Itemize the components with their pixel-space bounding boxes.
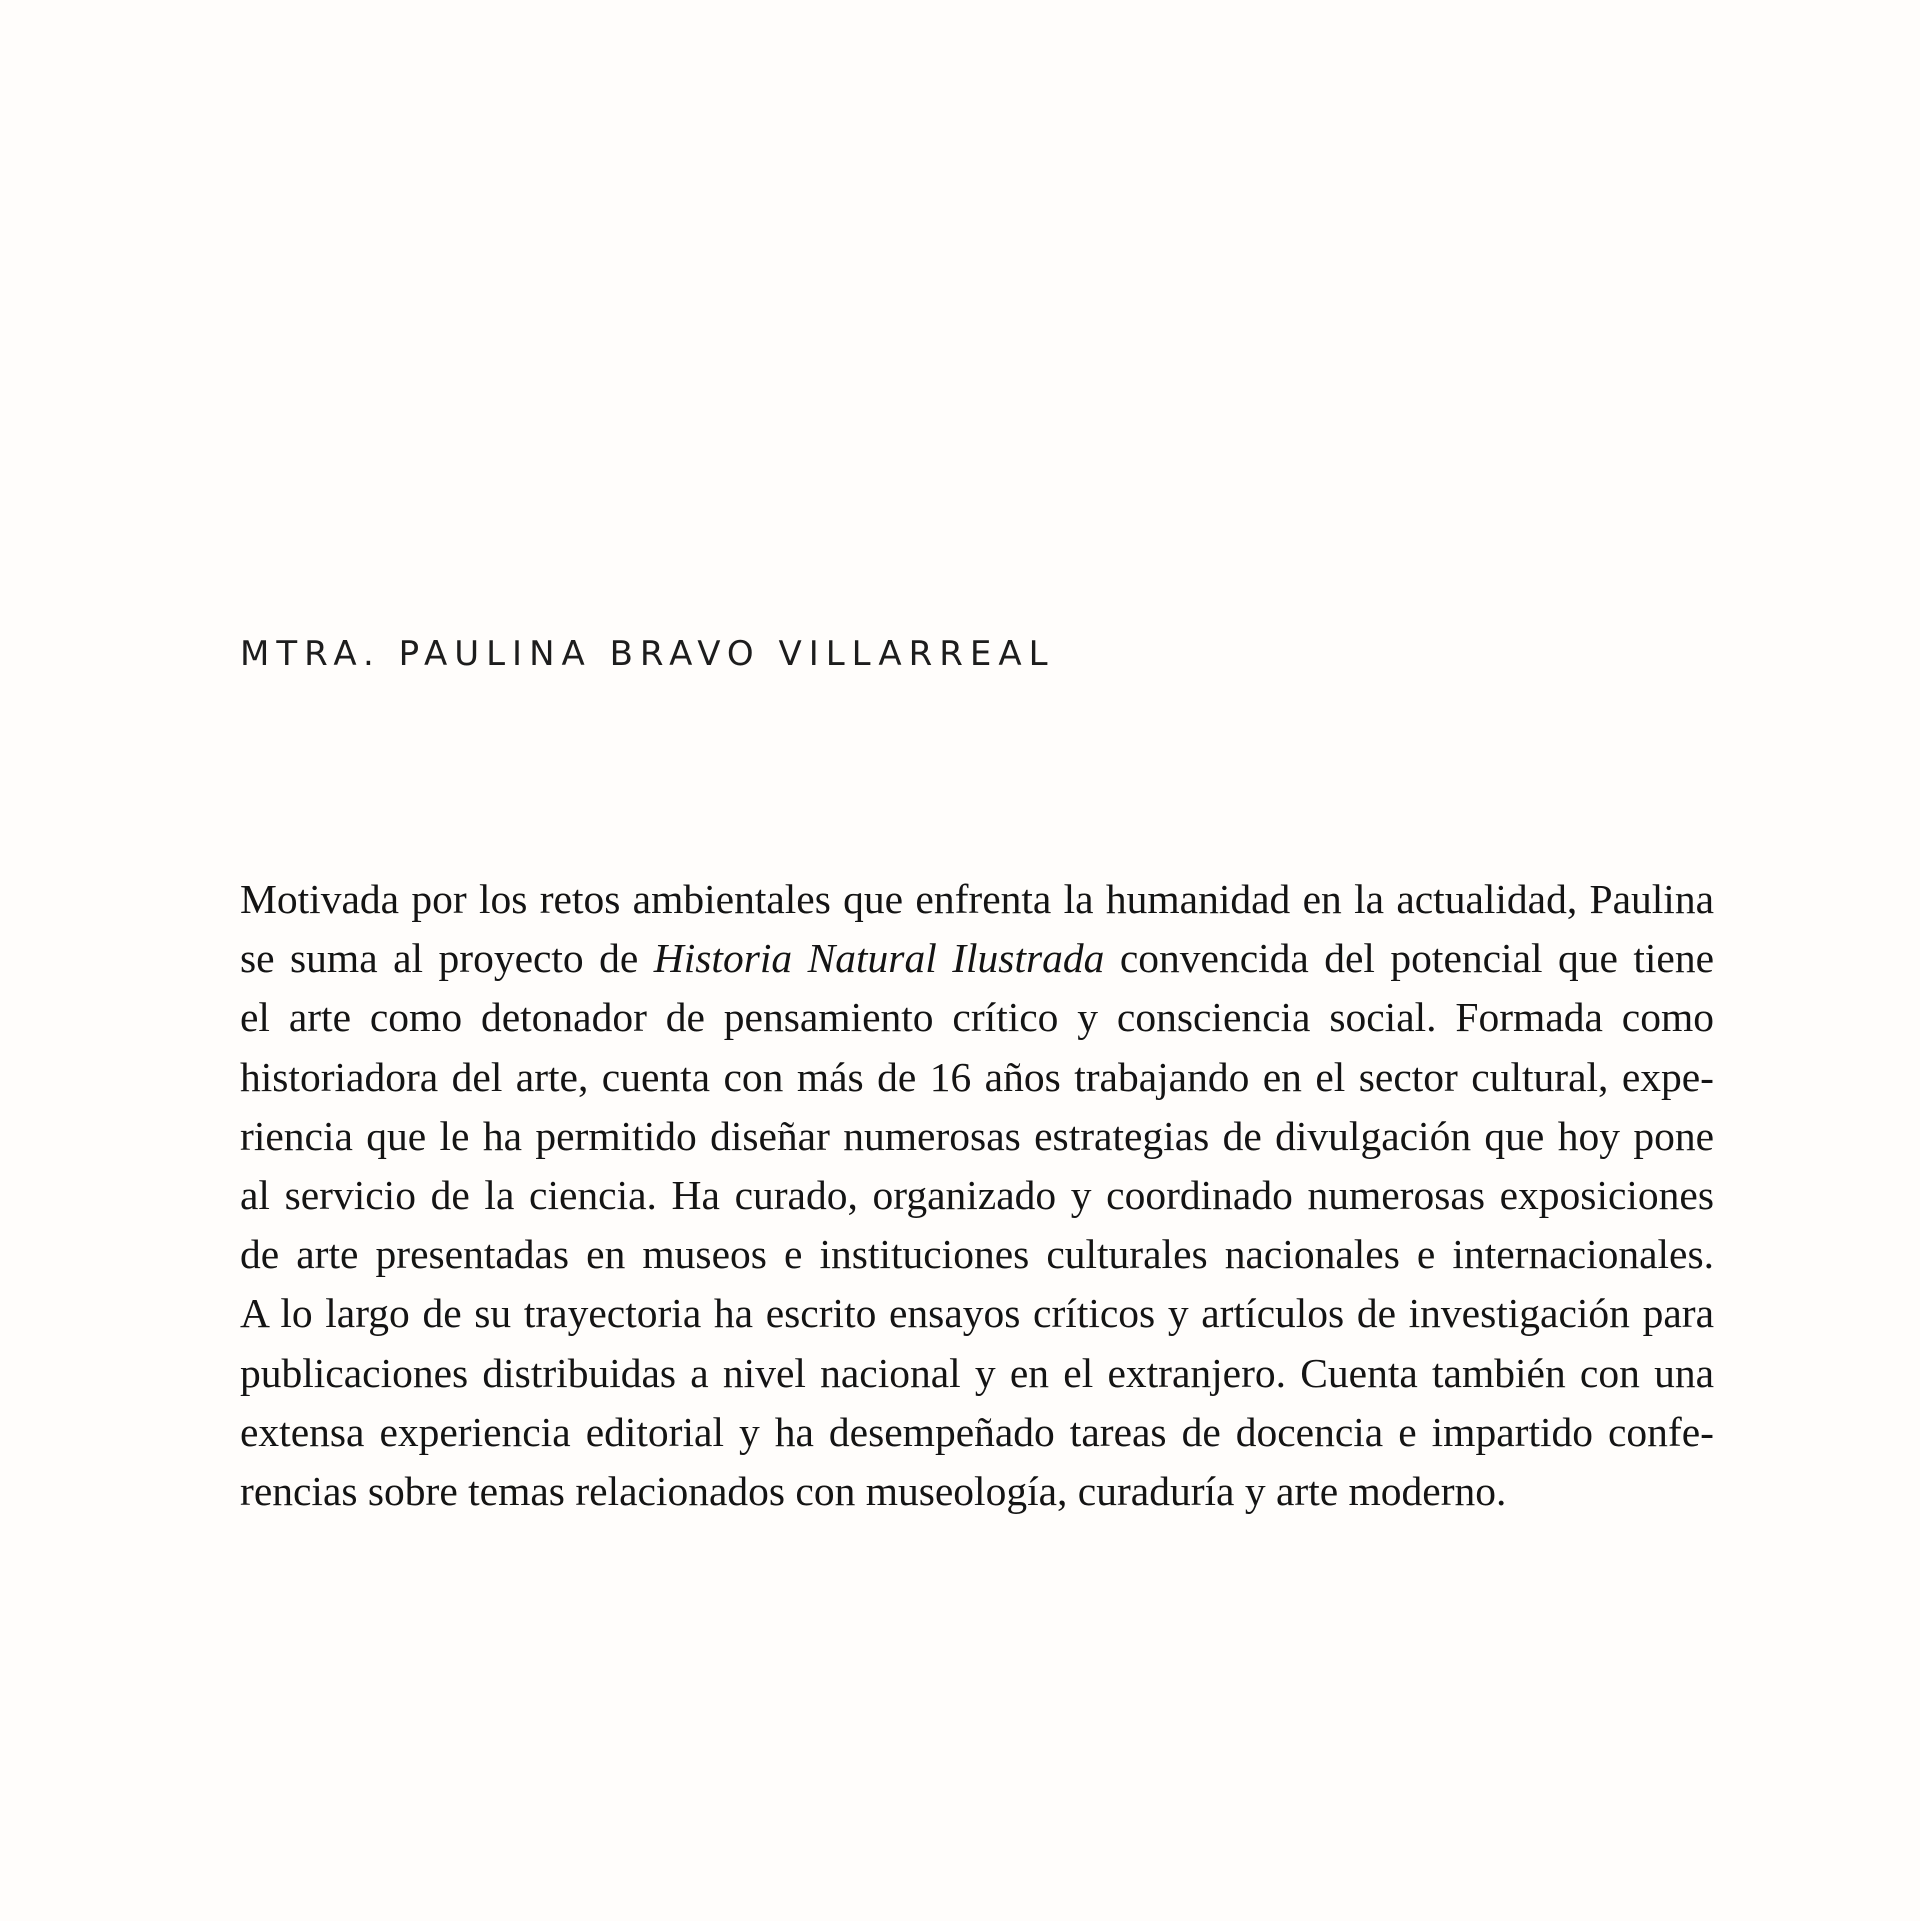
bio-line-6: al servicio de la ciencia. Ha curado, organizado y coordinado numerosas exposiciones <box>240 1171 1714 1218</box>
project-title: Historia Natural Ilustrada <box>653 935 1105 982</box>
bio-line-7: de arte presentadas en museos e instituciones culturales nacionales e internacionales. <box>240 1231 1714 1278</box>
bio-line-8: A lo largo de su trayectoria ha escrito ensayos críticos y artículos de investigación para <box>240 1290 1714 1337</box>
bio-paragraph <box>240 870 1714 1521</box>
bio-line-2-end: convencida del potencial que tiene <box>1104 935 1715 982</box>
bio-line-11: rencias sobre temas relacionados con museología, curaduría y arte moderno. <box>240 1467 1507 1514</box>
author-name: MTRA. PAULINA BRAVO VILLARREAL <box>240 634 1055 674</box>
bio-line-5: riencia que le ha permitido diseñar numerosas estrategias de divulgación que hoy pone <box>240 1112 1714 1159</box>
bio-line-2-start: se suma al proyecto de <box>240 935 654 982</box>
bio-line-4: historiadora del arte, cuenta con más de 16 años trabajando en el sector cultural, expe- <box>240 1053 1714 1100</box>
bio-line-9: publicaciones distribuidas a nivel nacional y en el extranjero. Cuenta también con una <box>240 1349 1714 1396</box>
bio-line-3: el arte como detonador de pensamiento crítico y consciencia social. Formada como <box>240 994 1714 1041</box>
bio-line-1: Motivada por los retos ambientales que enfrenta la humanidad en la actualidad, Paulina <box>240 876 1714 922</box>
bio-line-2 <box>240 929 1714 988</box>
bio-line-10: extensa experiencia editorial y ha desempeñado tareas de docencia e impartido confe- <box>240 1408 1714 1455</box>
